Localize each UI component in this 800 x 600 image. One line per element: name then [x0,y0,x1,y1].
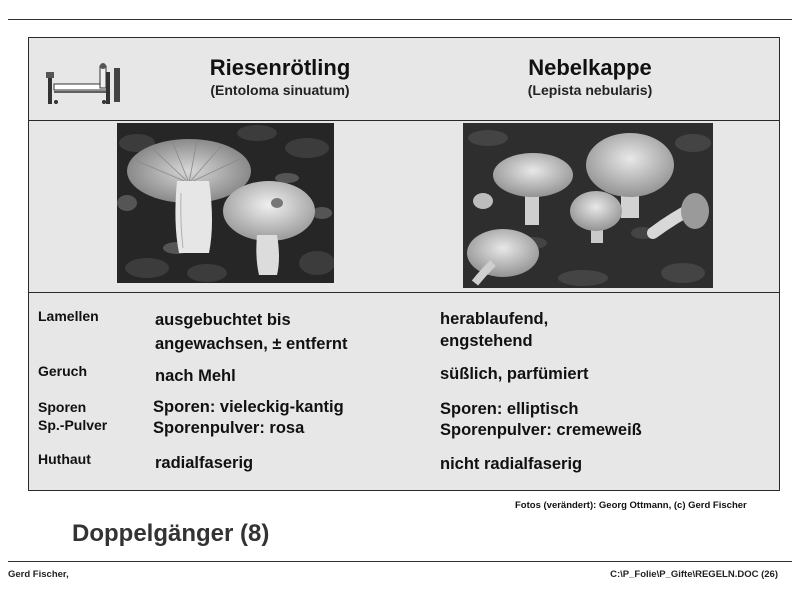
footer-author: Gerd Fischer, [8,569,69,580]
species-right-latin: (Lepista nebularis) [527,82,653,98]
label-huthaut: Huthaut [38,451,91,467]
value-right-sporen: Sporen: elliptisch Sporenpulver: cremeweiß [440,400,642,439]
page-heading: Doppelgänger (8) [72,520,270,547]
header-divider [28,120,780,121]
value-left-lamellen: ausgebuchtet bis angewachsen, ± entfernt [155,311,348,353]
photo-riesenroetling [117,123,334,283]
value-left-sporen: Sporen: vieleckig-kantig Sporenpulver: rosa [153,398,344,437]
species-left-latin: (Entoloma sinuatum) [210,82,350,98]
value-right-geruch: süßlich, parfümiert [440,365,589,383]
top-rule [8,19,792,20]
value-right-lamellen: herablaufend, engstehend [440,310,549,350]
photo-divider [28,292,780,293]
value-right-huthaut: nicht radialfaserig [440,455,583,473]
species-right-name: Nebelkappe [528,55,652,80]
value-left-huthaut: radialfaserig [155,454,254,472]
photo-credit: Fotos (verändert): Georg Ottmann, (c) Gerd Fischer [515,500,747,511]
photo-nebelkappe [463,123,713,288]
label-sporen: Sporen Sp.-Pulver [38,399,108,433]
footer-path: C:\P_Folie\P_Gifte\REGELN.DOC (26) [610,569,778,580]
bottom-rule [8,561,792,562]
label-geruch: Geruch [38,363,88,379]
species-left-name: Riesenrötling [209,55,351,80]
value-left-geruch: nach Mehl [155,367,236,385]
hospital-bed-icon [44,62,124,106]
label-lamellen: Lamellen [38,308,99,324]
